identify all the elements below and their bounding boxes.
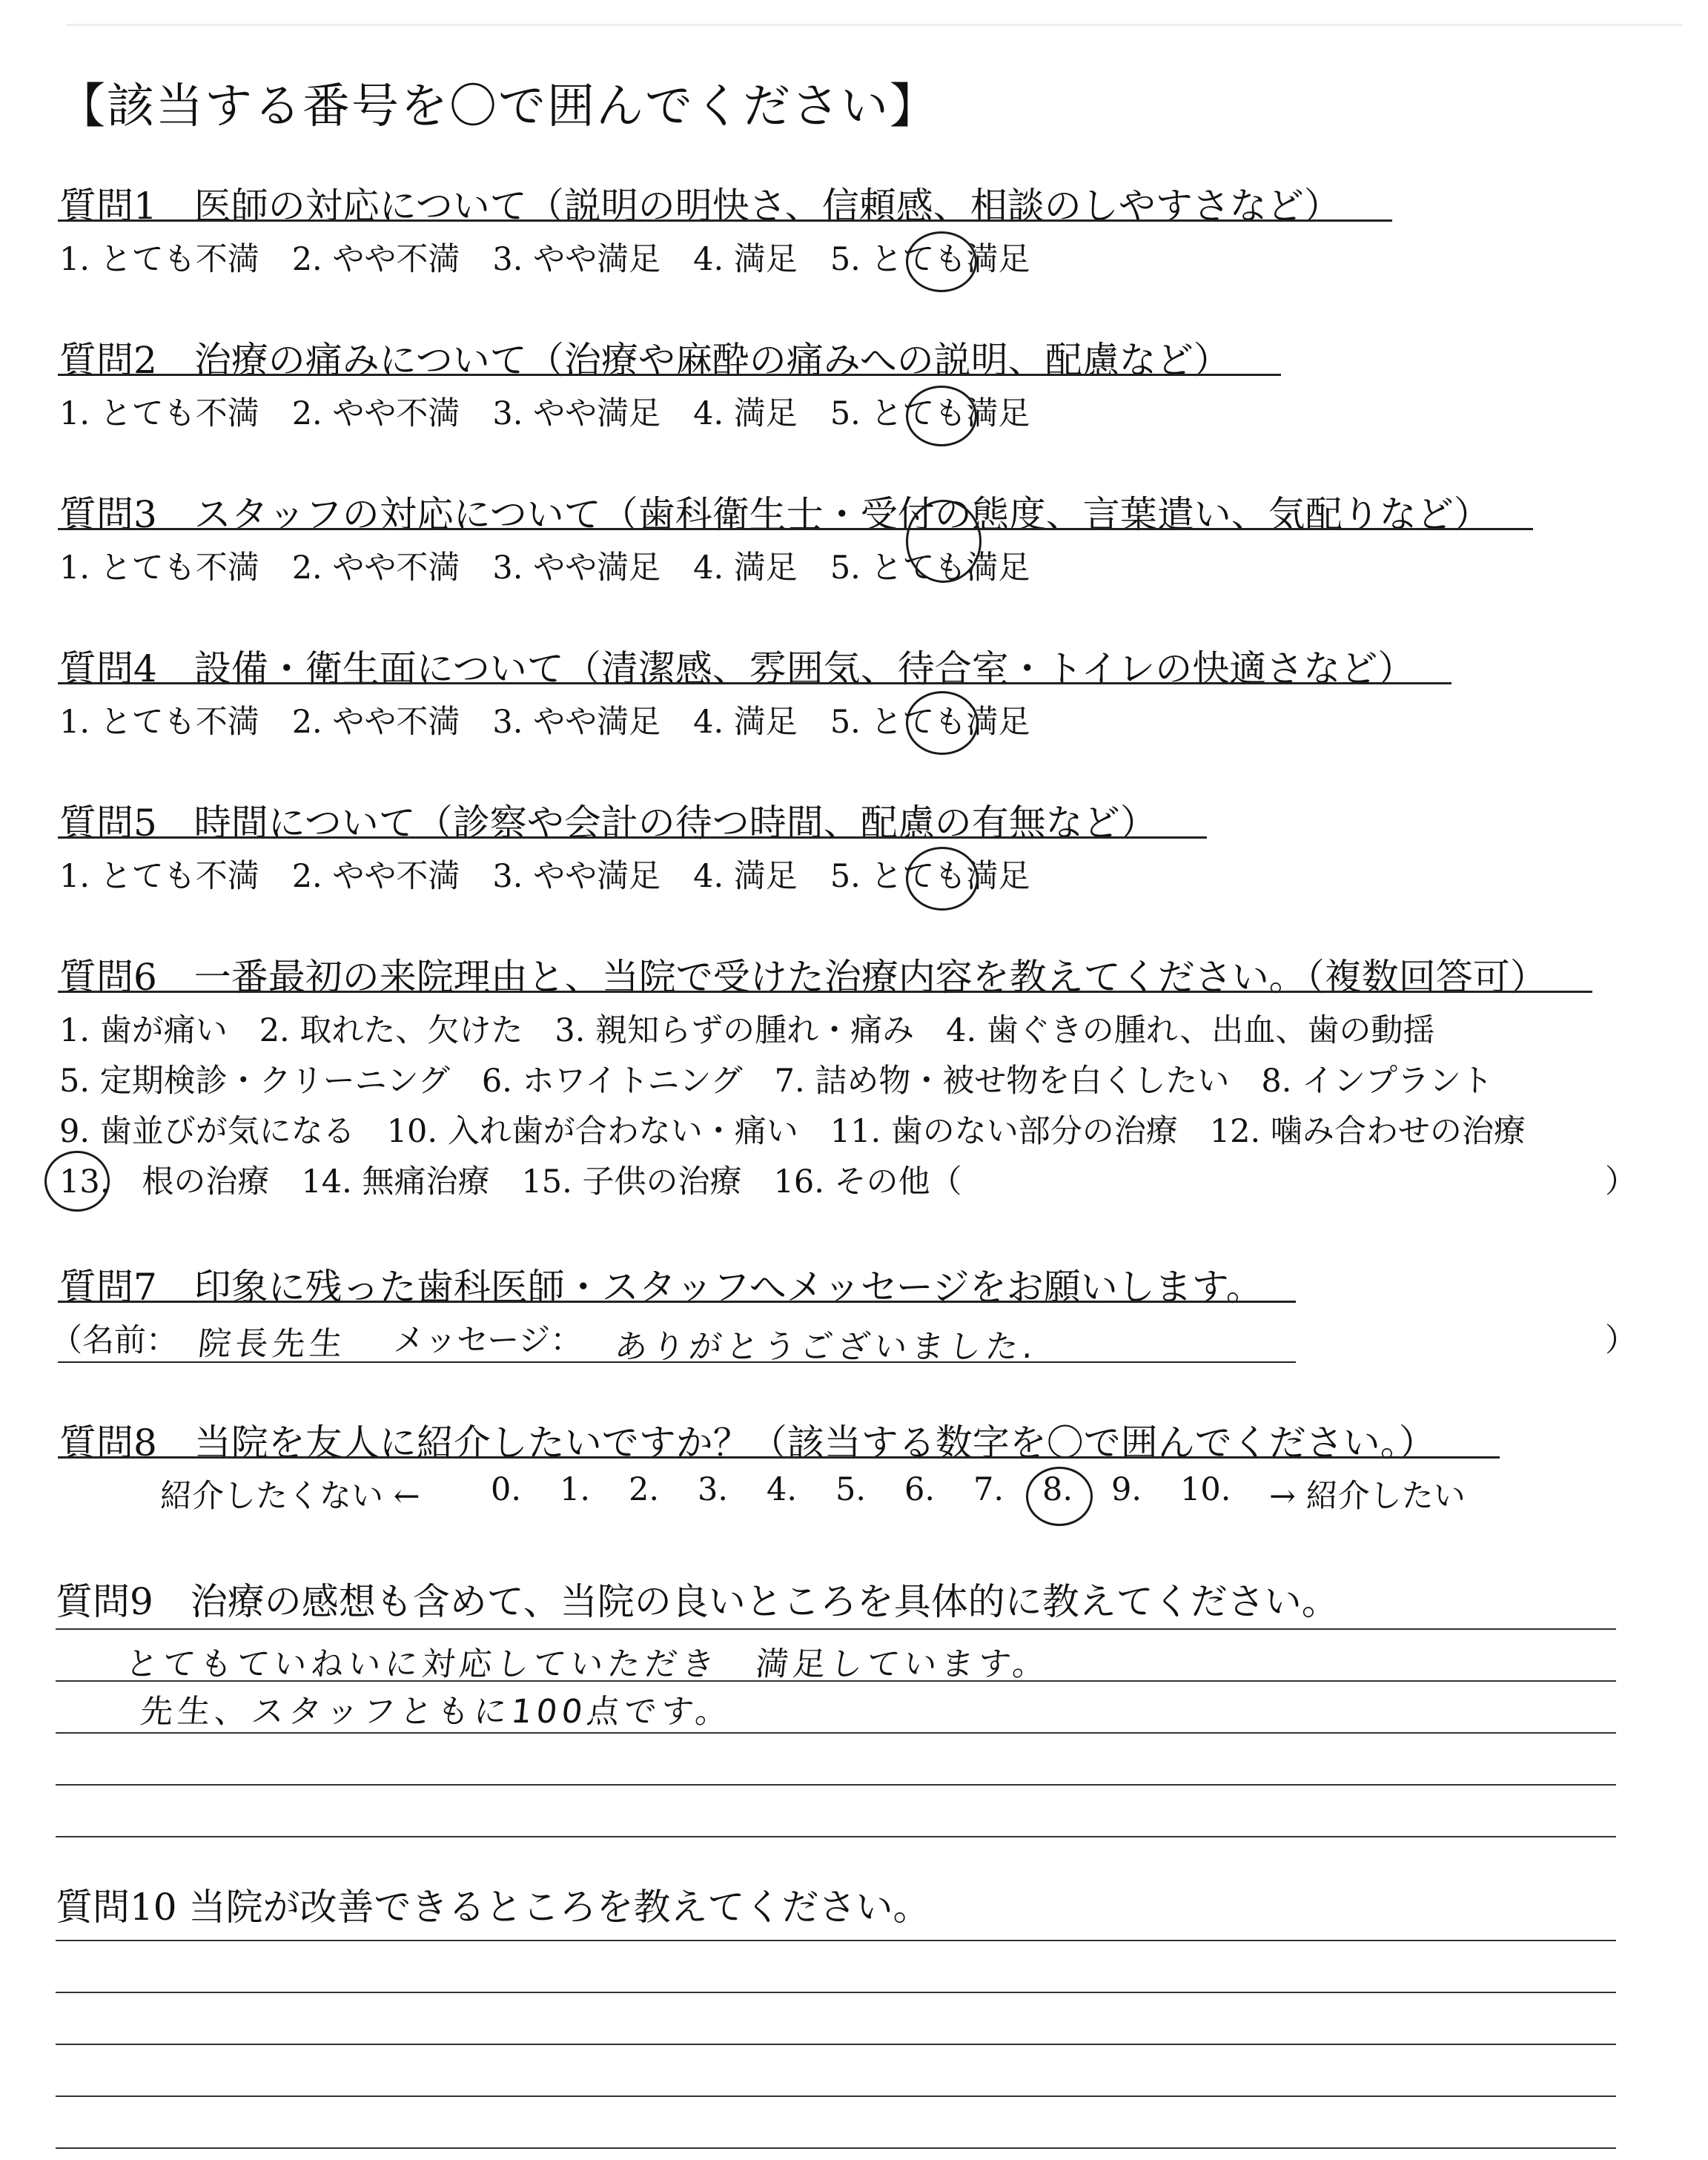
question-1-title: 質問1 医師の対応について（説明の明快さ、信頼感、相談のしやすさなど） — [59, 185, 1341, 228]
scale-label-1: とても不満 — [99, 858, 259, 895]
recommend-8[interactable]: 8. — [1042, 1471, 1073, 1508]
question-2-title: 質問2 治療の痛みについて（治療や麻酔の痛みへの説明、配慮など） — [59, 339, 1231, 382]
scale-num-2[interactable]: 2. — [291, 858, 322, 895]
question-6-options-row-4 — [59, 1157, 962, 1202]
scale-num-3[interactable]: 3. — [492, 858, 523, 895]
question-6-title: 質問6 一番最初の来院理由と、当院で受けた治療内容を教えてください。（複数回答可） — [59, 956, 1547, 999]
question-8-title: 質問8 当院を友人に紹介したいですか？（該当する数字を〇で囲んでください。） — [59, 1421, 1436, 1464]
scale-label-4: 満足 — [733, 395, 798, 432]
selection-circle — [1026, 1467, 1093, 1526]
recommend-2[interactable]: 2. — [629, 1471, 660, 1508]
scale-label-4: 満足 — [733, 704, 798, 741]
question-5-scale — [59, 851, 1030, 896]
message-close-paren: ） — [1605, 1322, 1637, 1359]
scale-num-3[interactable]: 3. — [492, 704, 523, 741]
option-13-number[interactable]: 13. — [59, 1163, 110, 1200]
recommend-scale-right-label: → 紹介したい — [1269, 1478, 1466, 1515]
scale-label-5: とても満足 — [870, 858, 1030, 895]
scale-label-2: やや不満 — [332, 241, 460, 278]
message-underline — [58, 1361, 1296, 1363]
selection-circle — [906, 231, 977, 292]
scale-label-4: 満足 — [733, 858, 798, 895]
scale-num-2[interactable]: 2. — [291, 241, 322, 278]
scale-label-2: やや不満 — [332, 858, 460, 895]
scale-num-4[interactable]: 4. — [693, 395, 724, 432]
question-5-title: 質問5 時間について（診察や会計の待つ時間、配慮の有無など） — [59, 802, 1157, 845]
other-close-paren: ） — [1605, 1163, 1637, 1200]
answer-line — [56, 2095, 1616, 2097]
question-6-options-row-3[interactable]: 9. 歯並びが気になる 10. 入れ歯が合わない・痛い 11. 歯のない部分の治療 12. 噛み合わせの治療 — [59, 1113, 1526, 1150]
answer-line — [56, 1940, 1616, 1941]
recommend-1[interactable]: 1. — [560, 1471, 591, 1508]
question-3-title: 質問3 スタッフの対応について（歯科衛生士・受付の態度、言葉遣い、気配りなど） — [59, 493, 1491, 536]
recommend-10[interactable]: 10. — [1180, 1471, 1231, 1508]
recommend-7[interactable]: 7. — [973, 1471, 1004, 1508]
recommend-9[interactable]: 9. — [1111, 1471, 1142, 1508]
answer-text-line-2[interactable]: 先生、スタッフともに100点です。 — [138, 1693, 735, 1731]
answer-line — [56, 2147, 1616, 2149]
scale-label-1: とても不満 — [99, 241, 259, 278]
name-label: （名前： — [50, 1322, 178, 1359]
answer-line — [56, 1732, 1616, 1734]
scale-label-5: とても満足 — [870, 549, 1030, 587]
selection-circle — [44, 1151, 110, 1212]
question-4-scale — [59, 697, 1030, 742]
scale-num-1[interactable]: 1. — [59, 858, 90, 895]
scale-label-3: やや満足 — [533, 858, 661, 895]
scale-num-4[interactable]: 4. — [693, 549, 724, 587]
scale-label-5: とても満足 — [870, 395, 1030, 432]
selection-circle — [906, 386, 977, 446]
scale-label-4: 満足 — [733, 241, 798, 278]
question-6-underline — [58, 991, 1592, 993]
scale-num-1[interactable]: 1. — [59, 704, 90, 741]
answer-line — [56, 1784, 1616, 1786]
scale-num-4[interactable]: 4. — [693, 241, 724, 278]
scale-label-2: やや不満 — [332, 704, 460, 741]
question-3-scale — [59, 543, 1030, 588]
question-3-underline — [58, 528, 1533, 530]
scale-label-1: とても不満 — [99, 704, 259, 741]
answer-line — [56, 1992, 1616, 1993]
selection-circle — [906, 500, 982, 583]
question-4-title: 質問4 設備・衛生面について（清潔感、雰囲気、待合室・トイレの快適さなど） — [59, 647, 1415, 690]
scale-label-2: やや不満 — [332, 549, 460, 587]
question-8-underline — [58, 1456, 1500, 1459]
scale-num-1[interactable]: 1. — [59, 395, 90, 432]
scale-num-2[interactable]: 2. — [291, 704, 322, 741]
question-7-underline — [58, 1301, 1296, 1303]
scale-label-1: とても不満 — [99, 549, 259, 587]
scale-num-1[interactable]: 1. — [59, 549, 90, 587]
scale-num-1[interactable]: 1. — [59, 241, 90, 278]
recommend-scale-left-label: 紹介したくない ← — [160, 1478, 420, 1515]
scale-label-2: やや不満 — [332, 395, 460, 432]
recommend-5[interactable]: 5. — [835, 1471, 867, 1508]
answer-text-line-1[interactable]: とてもていねいに対応していただき 満足しています。 — [123, 1645, 1052, 1683]
question-6-options-row-2[interactable]: 5. 定期検診・クリーニング 6. ホワイトニング 7. 詰め物・被せ物を白くしたい 8. インプラント — [59, 1063, 1494, 1100]
scale-num-4[interactable]: 4. — [693, 704, 724, 741]
scale-num-5[interactable]: 5. — [830, 858, 861, 895]
question-7-title: 質問7 印象に残った歯科医師・スタッフへメッセージをお願いします。 — [59, 1266, 1263, 1309]
scale-label-5: とても満足 — [870, 704, 1030, 741]
answer-line — [56, 1628, 1616, 1630]
recommend-6[interactable]: 6. — [904, 1471, 936, 1508]
question-2-scale — [59, 389, 1030, 434]
scale-label-1: とても不満 — [99, 395, 259, 432]
scale-label-5: とても満足 — [870, 241, 1030, 278]
recommend-4[interactable]: 4. — [767, 1471, 798, 1508]
scan-edge-line — [67, 24, 1683, 26]
scale-num-3[interactable]: 3. — [492, 395, 523, 432]
question-10-title: 質問10 当院が改善できるところを教えてください。 — [56, 1886, 930, 1929]
scale-label-3: やや満足 — [533, 549, 661, 587]
recommend-3[interactable]: 3. — [698, 1471, 729, 1508]
question-9-title: 質問9 治療の感想も含めて、当院の良いところを具体的に教えてください。 — [56, 1580, 1339, 1623]
answer-line — [56, 2044, 1616, 2045]
question-6-options-row-1[interactable]: 1. 歯が痛い 2. 取れた、欠けた 3. 親知らずの腫れ・痛み 4. 歯ぐきの腫れ、出血、歯の動揺 — [59, 1012, 1435, 1049]
message-value[interactable]: ありがとうございました. — [612, 1328, 1040, 1366]
question-1-scale — [59, 234, 1030, 280]
question-6-options-row-4-text[interactable]: 根の治療 14. 無痛治療 15. 子供の治療 16. その他（ — [142, 1163, 962, 1200]
name-value[interactable]: 院長先生 — [196, 1325, 349, 1363]
answer-line — [56, 1836, 1616, 1837]
question-4-underline — [58, 682, 1452, 684]
question-2-underline — [58, 374, 1281, 376]
scale-num-5[interactable]: 5. — [830, 241, 861, 278]
scale-label-3: やや満足 — [533, 704, 661, 741]
scale-label-4: 満足 — [733, 549, 798, 587]
selection-circle — [906, 847, 979, 911]
scale-num-5[interactable]: 5. — [830, 704, 861, 741]
scale-num-4[interactable]: 4. — [693, 858, 724, 895]
scale-label-3: やや満足 — [533, 241, 661, 278]
answer-line — [56, 1680, 1616, 1682]
recommend-0[interactable]: 0. — [491, 1471, 522, 1508]
scale-num-5[interactable]: 5. — [830, 549, 861, 587]
scale-num-2[interactable]: 2. — [291, 395, 322, 432]
scale-num-3[interactable]: 3. — [492, 549, 523, 587]
message-label: メッセージ： — [393, 1322, 583, 1359]
page-title: 【該当する番号を〇で囲んでください】 — [58, 79, 939, 134]
selection-circle — [906, 691, 979, 755]
scale-num-5[interactable]: 5. — [830, 395, 861, 432]
scale-num-2[interactable]: 2. — [291, 549, 322, 587]
scale-label-3: やや満足 — [533, 395, 661, 432]
question-5-underline — [58, 836, 1207, 839]
question-1-underline — [58, 219, 1392, 222]
scale-num-3[interactable]: 3. — [492, 241, 523, 278]
